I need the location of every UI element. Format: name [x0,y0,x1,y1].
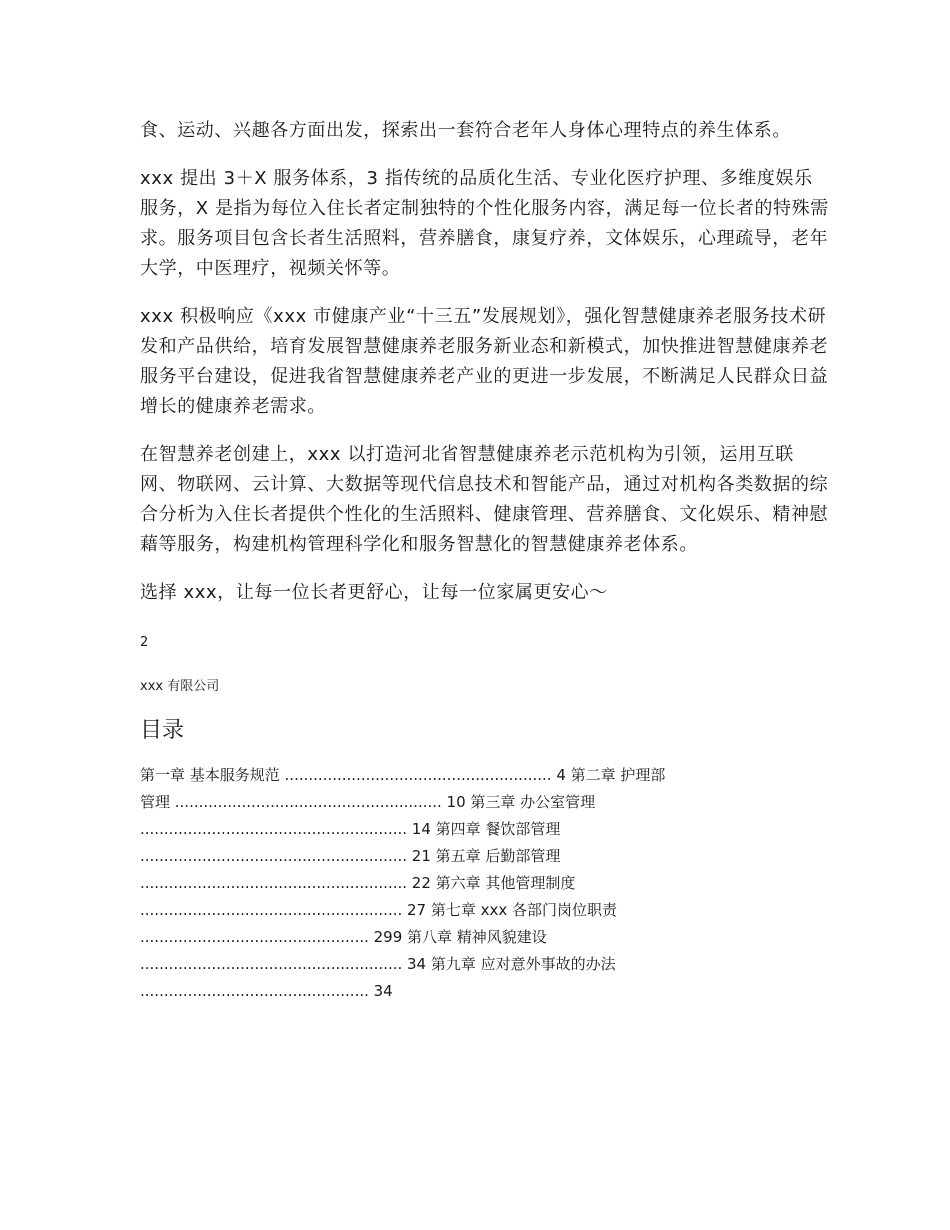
table-of-contents [140,762,830,1005]
paragraph-1: 食、运动、兴趣各方面出发，探索出一套符合老年人身体心理特点的养生体系。 [140,120,791,141]
toc-line: ....................................................... 34 第九章 应对意外事故的办法 [140,955,616,973]
paragraph-4: 在智慧养老创建上，xxx 以打造河北省智慧健康养老示范机构为引领，运用互联网、物联网、云计算、大数据等现代信息技术和智能产品，通过对机构各类数据的综合分析为入住长者提供个性化的生活照料、健康管理、营养膳食、文化娱乐、精神慰藉等服务，构建机构管理科学化和服务智慧化的智慧健康养老体系。 [140,444,829,555]
toc-line: ................................................ 34 [140,982,393,1000]
page-number: 2 [140,635,149,650]
toc-line: ........................................................ 14 第四章 餐饮部管理 [140,820,561,838]
paragraph-5: 选择 xxx，让每一位长者更舒心，让每一位家属更安心～ [140,582,608,603]
paragraph-3: xxx 积极响应《xxx 市健康产业“十三五”发展规划》，强化智慧健康养老服务技术研发和产品供给，培育发展智慧健康养老服务新业态和新模式，加快推进智慧健康养老服务平台建设，促进我省智慧健康养老产业的更进一步发展，不断满足人民群众日益增长的健康养老需求。 [140,306,829,417]
toc-line: ........................................................ 22 第六章 其他管理制度 [140,874,576,892]
toc-line: ........................................................ 21 第五章 后勤部管理 [140,847,561,865]
toc-line: ................................................ 299 第八章 精神风貌建设 [140,928,547,946]
page-content [140,116,830,1005]
toc-line: 第一章 基本服务规范 ........................................................ 4 第二章 护理部 [140,766,666,784]
toc-line: 管理 ........................................................ 10 第三章 办公室管理 [140,793,596,811]
company-name: xxx 有限公司 [140,679,220,694]
toc-title: 目录 [140,718,185,743]
toc-line: ....................................................... 27 第七章 xxx 各部门岗位职责 [140,901,618,919]
paragraph-2: xxx 提出 3＋X 服务体系，3 指传统的品质化生活、专业化医疗护理、多维度娱乐服务，X 是指为每位入住长者定制独特的个性化服务内容，满足每一位长者的特殊需求。服务项目包含长者生活照料，营养膳食，康复疗养，文体娱乐，心理疏导，老年大学，中医理疗，视频关怀等。 [140,168,829,279]
